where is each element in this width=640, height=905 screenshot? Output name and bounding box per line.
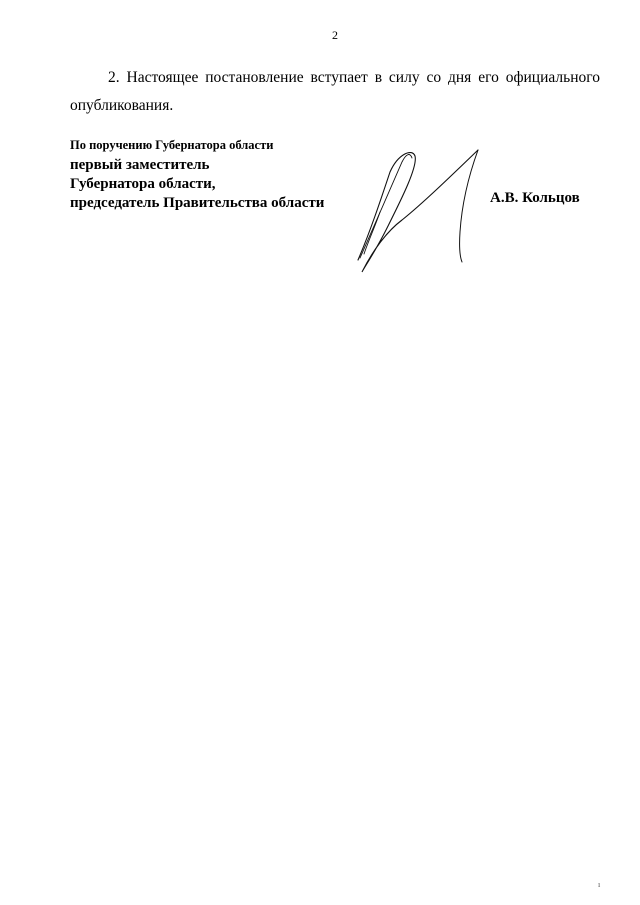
signer-name: А.В. Кольцов: [490, 190, 580, 206]
handwritten-signature: [350, 142, 490, 277]
instruction-line: По поручению Губернатора области: [70, 138, 274, 152]
position-line-1: первый заместитель: [70, 157, 210, 173]
corner-mark: ı: [598, 880, 601, 889]
page-number: 2: [332, 28, 338, 42]
position-line-3: председатель Правительства области: [70, 195, 325, 211]
signature-block: [70, 138, 324, 213]
clause-paragraph: 2. Настоящее постановление вступает в силу со дня его официального опубликования.: [70, 69, 600, 114]
position-line-2: Губернатора области,: [70, 176, 216, 192]
